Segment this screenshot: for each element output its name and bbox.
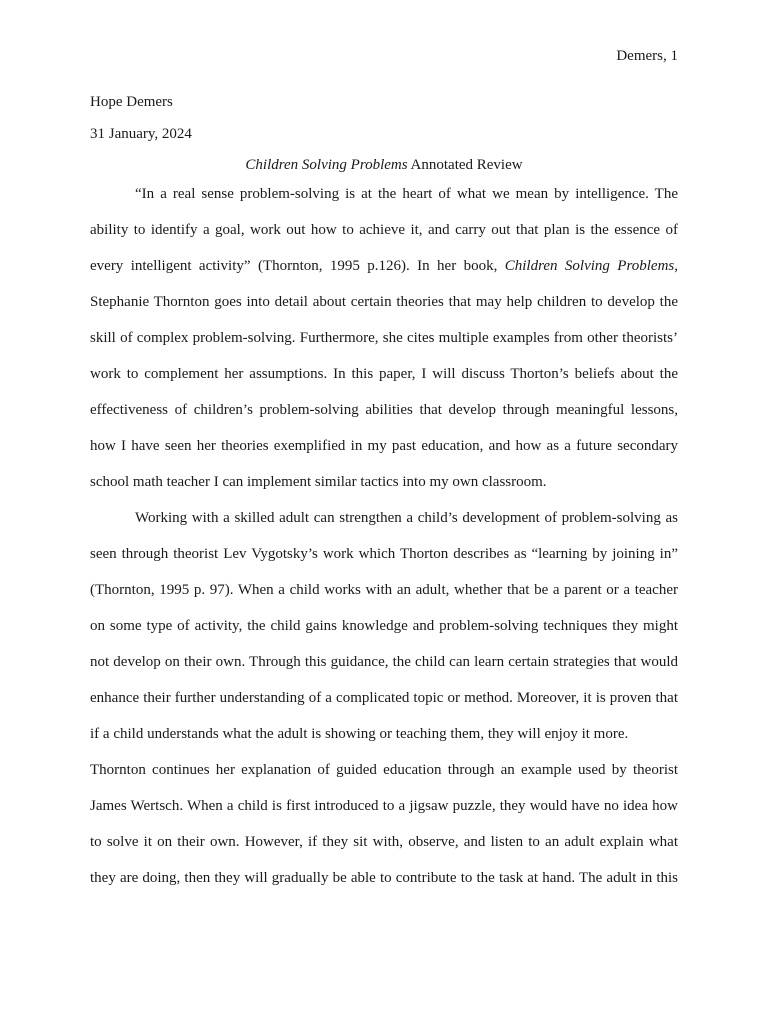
paragraph-line: work to complement her assumptions. In this paper, I will discuss Thorton’s beliefs about the <box>90 366 678 382</box>
paragraph-line: not develop on their own. Through this guidance, the child can learn certain strategies that would <box>90 654 678 670</box>
title-book-name: Children Solving Problems <box>245 157 408 173</box>
paragraph-line: skill of complex problem-solving. Furthermore, she cites multiple examples from other theorists’ <box>90 330 678 346</box>
document-date: 31 January, 2024 <box>90 126 192 142</box>
paragraph-line: to solve it on their own. However, if they sit with, observe, and listen to an adult explain what <box>90 834 678 850</box>
paragraph-line: how I have seen her theories exemplified in my past education, and how as a future secondary <box>90 438 678 454</box>
paragraph-line <box>90 256 678 292</box>
paragraph-line: on some type of activity, the child gains knowledge and problem-solving techniques they might <box>90 618 678 634</box>
paragraph-2 <box>90 508 678 904</box>
paragraph-line: seen through theorist Lev Vygotsky’s work which Thorton describes as “learning by joining in” <box>90 546 678 562</box>
paragraph-line: Thornton continues her explanation of guided education through an example used by theorist <box>90 762 678 778</box>
book-title-italic: Children Solving Problems <box>504 258 675 274</box>
document-title <box>90 155 678 184</box>
line-text: , <box>674 258 678 274</box>
paragraph-line: school math teacher I can implement similar tactics into my own classroom. <box>90 474 547 490</box>
paragraph-1 <box>90 184 678 508</box>
paragraph-line: Stephanie Thornton goes into detail about certain theories that may help children to develop the <box>90 294 678 310</box>
paragraph-line: if a child understands what the adult is showing or teaching them, they will enjoy it more. <box>90 726 629 742</box>
paragraph-line: James Wertsch. When a child is first introduced to a jigsaw puzzle, they would have no idea how <box>90 798 678 814</box>
paragraph-line: ability to identify a goal, work out how to achieve it, and carry out that plan is the essence of <box>90 222 678 238</box>
paragraph-line: Working with a skilled adult can strengthen a child’s development of problem-solving as <box>135 510 678 526</box>
line-text: every intelligent activity” (Thornton, 1995 p.126). In her book, <box>90 258 505 274</box>
paragraph-line: they are doing, then they will gradually be able to contribute to the task at hand. The adult in this <box>90 870 678 886</box>
paragraph-line: effectiveness of children’s problem-solving abilities that develop through meaningful lessons, <box>90 402 678 418</box>
document-body <box>90 92 678 904</box>
paragraph-line: (Thornton, 1995 p. 97). When a child works with an adult, whether that be a parent or a teacher <box>90 582 678 598</box>
title-suffix: Annotated Review <box>407 157 523 173</box>
author-name: Hope Demers <box>90 94 173 110</box>
paragraph-line: “In a real sense problem-solving is at the heart of what we mean by intelligence. The <box>135 186 678 202</box>
running-head: Demers, 1 <box>616 48 678 64</box>
paragraph-line: enhance their further understanding of a complicated topic or method. Moreover, it is proven that <box>90 690 678 706</box>
